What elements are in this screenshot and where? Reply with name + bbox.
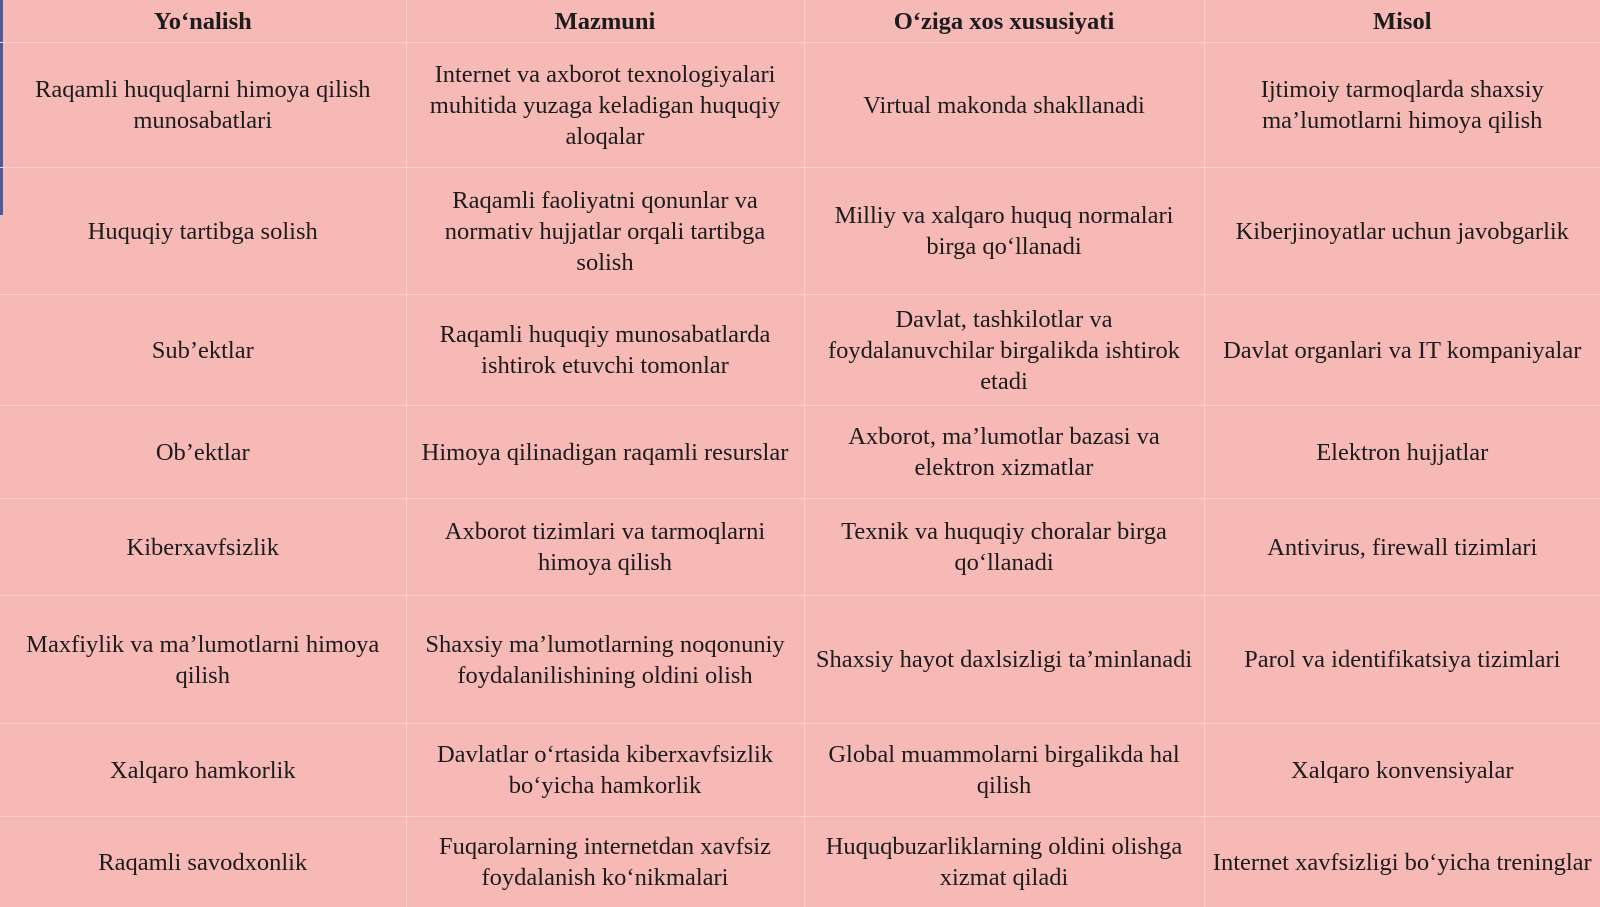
cell-example: Ijtimoiy tarmoqlarda shaxsiy ma’lumotlarni himoya qilish bbox=[1204, 43, 1600, 168]
cell-direction: Xalqaro hamkorlik bbox=[0, 724, 406, 817]
cell-content: Axborot tizimlari va tarmoqlarni himoya qilish bbox=[406, 499, 804, 596]
table-row bbox=[0, 724, 1600, 817]
cell-example: Davlat organlari va IT kompaniyalar bbox=[1204, 295, 1600, 406]
cell-content: Shaxsiy ma’lumotlarning noqonuniy foydalanilishining oldini olish bbox=[406, 596, 804, 724]
cell-content: Internet va axborot texnologiyalari muhitida yuzaga keladigan huquqiy aloqalar bbox=[406, 43, 804, 168]
cell-direction: Kiberxavfsizlik bbox=[0, 499, 406, 596]
cell-content: Raqamli huquqiy munosabatlarda ishtirok etuvchi tomonlar bbox=[406, 295, 804, 406]
cell-feature: Huquqbuzarliklarning oldini olishga xizmat qiladi bbox=[804, 817, 1204, 907]
table-row bbox=[0, 168, 1600, 295]
cell-content: Himoya qilinadigan raqamli resurslar bbox=[406, 406, 804, 499]
header-feature: O‘ziga xos xususiyati bbox=[804, 0, 1204, 43]
table-row bbox=[0, 596, 1600, 724]
header-direction: Yo‘nalish bbox=[0, 0, 406, 43]
cell-feature: Milliy va xalqaro huquq normalari birga qo‘llanadi bbox=[804, 168, 1204, 295]
cell-example: Parol va identifikatsiya tizimlari bbox=[1204, 596, 1600, 724]
table-row bbox=[0, 43, 1600, 168]
cell-direction: Huquqiy tartibga solish bbox=[0, 168, 406, 295]
cell-example: Internet xavfsizligi bo‘yicha treninglar bbox=[1204, 817, 1600, 907]
cell-feature: Davlat, tashkilotlar va foydalanuvchilar birgalikda ishtirok etadi bbox=[804, 295, 1204, 406]
cell-direction: Maxfiylik va ma’lumotlarni himoya qilish bbox=[0, 596, 406, 724]
cell-feature: Shaxsiy hayot daxlsizligi ta’minlanadi bbox=[804, 596, 1204, 724]
table-row bbox=[0, 406, 1600, 499]
cell-direction: Ob’ektlar bbox=[0, 406, 406, 499]
header-content: Mazmuni bbox=[406, 0, 804, 43]
cell-direction: Raqamli huquqlarni himoya qilish munosabatlari bbox=[0, 43, 406, 168]
table-header-row bbox=[0, 0, 1600, 43]
cell-example: Xalqaro konvensiyalar bbox=[1204, 724, 1600, 817]
cell-feature: Virtual makonda shakllanadi bbox=[804, 43, 1204, 168]
cell-content: Davlatlar o‘rtasida kiberxavfsizlik bo‘yicha hamkorlik bbox=[406, 724, 804, 817]
header-example: Misol bbox=[1204, 0, 1600, 43]
cell-content: Raqamli faoliyatni qonunlar va normativ hujjatlar orqali tartibga solish bbox=[406, 168, 804, 295]
cell-example: Antivirus, firewall tizimlari bbox=[1204, 499, 1600, 596]
cell-feature: Texnik va huquqiy choralar birga qo‘llanadi bbox=[804, 499, 1204, 596]
cell-feature: Global muammolarni birgalikda hal qilish bbox=[804, 724, 1204, 817]
table-row bbox=[0, 817, 1600, 907]
cell-example: Elektron hujjatlar bbox=[1204, 406, 1600, 499]
cell-direction: Sub’ektlar bbox=[0, 295, 406, 406]
table-row bbox=[0, 295, 1600, 406]
cell-feature: Axborot, ma’lumotlar bazasi va elektron xizmatlar bbox=[804, 406, 1204, 499]
table-row bbox=[0, 499, 1600, 596]
cell-example: Kiberjinoyatlar uchun javobgarlik bbox=[1204, 168, 1600, 295]
cell-direction: Raqamli savodxonlik bbox=[0, 817, 406, 907]
cell-content: Fuqarolarning internetdan xavfsiz foydalanish ko‘nikmalari bbox=[406, 817, 804, 907]
